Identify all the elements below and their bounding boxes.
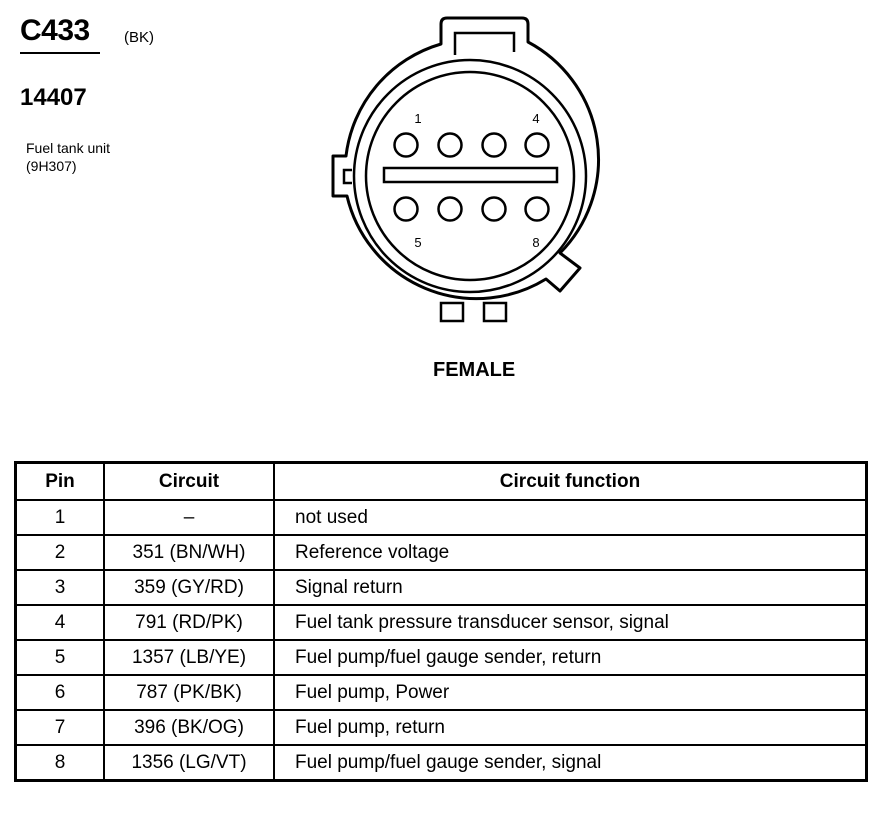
connector-face-diagram: [300, 0, 620, 340]
pin-cavity: [483, 134, 506, 157]
pin-label-1: 1: [414, 111, 422, 126]
cell-function: Reference voltage: [274, 535, 867, 570]
cell-circuit: 396 (BK/OG): [104, 710, 274, 745]
cell-function: Fuel tank pressure transducer sensor, signal: [274, 605, 867, 640]
table-row: [16, 675, 867, 710]
header-pin: Pin: [16, 463, 105, 501]
cell-circuit: 351 (BN/WH): [104, 535, 274, 570]
view-label: FEMALE: [433, 359, 516, 381]
part-number: 14407: [20, 84, 87, 111]
header-function: Circuit function: [274, 463, 867, 501]
cell-function: Fuel pump/fuel gauge sender, return: [274, 640, 867, 675]
description-line-2: (9H307): [26, 158, 77, 174]
connector-id-underline: [20, 52, 100, 54]
description-line-1: Fuel tank unit: [26, 140, 111, 156]
connector-color: (BK): [124, 29, 154, 46]
pinout-table: [14, 461, 868, 782]
table-header-row: [16, 463, 867, 501]
cell-circuit: 1357 (LB/YE): [104, 640, 274, 675]
cell-circuit: 1356 (LG/VT): [104, 745, 274, 781]
latch-tab-right: [484, 303, 506, 321]
cell-circuit: 791 (RD/PK): [104, 605, 274, 640]
pin-cavity: [526, 198, 549, 221]
table-row: [16, 710, 867, 745]
table-row: [16, 605, 867, 640]
table-row: [16, 535, 867, 570]
pin-label-4: 4: [532, 111, 540, 126]
component-description: [26, 139, 110, 175]
pin-cavity: [395, 198, 418, 221]
cell-function: not used: [274, 500, 867, 535]
table-row: [16, 640, 867, 675]
center-divider-bar: [384, 168, 557, 182]
cell-pin: 5: [16, 640, 105, 675]
pin-cavity: [526, 134, 549, 157]
cell-function: Fuel pump, return: [274, 710, 867, 745]
connector-id: C433: [20, 14, 90, 47]
table-row: [16, 570, 867, 605]
pin-cavity: [395, 134, 418, 157]
cell-pin: 7: [16, 710, 105, 745]
table-row: [16, 500, 867, 535]
cell-pin: 3: [16, 570, 105, 605]
header-circuit: Circuit: [104, 463, 274, 501]
cell-circuit: 359 (GY/RD): [104, 570, 274, 605]
cell-pin: 2: [16, 535, 105, 570]
cell-pin: 4: [16, 605, 105, 640]
pin-label-8: 8: [532, 235, 540, 250]
cell-pin: 6: [16, 675, 105, 710]
cell-function: Fuel pump, Power: [274, 675, 867, 710]
cell-pin: 8: [16, 745, 105, 781]
connector-side-tab-inner: [344, 170, 352, 183]
latch-tab-left: [441, 303, 463, 321]
pin-cavity: [483, 198, 506, 221]
pin-cavity: [439, 134, 462, 157]
connector-key-inner: [455, 33, 514, 55]
cell-circuit: –: [104, 500, 274, 535]
cell-function: Signal return: [274, 570, 867, 605]
cell-pin: 1: [16, 500, 105, 535]
cell-function: Fuel pump/fuel gauge sender, signal: [274, 745, 867, 781]
pin-cavity: [439, 198, 462, 221]
table-row: [16, 745, 867, 781]
cell-circuit: 787 (PK/BK): [104, 675, 274, 710]
pin-label-5: 5: [414, 235, 422, 250]
